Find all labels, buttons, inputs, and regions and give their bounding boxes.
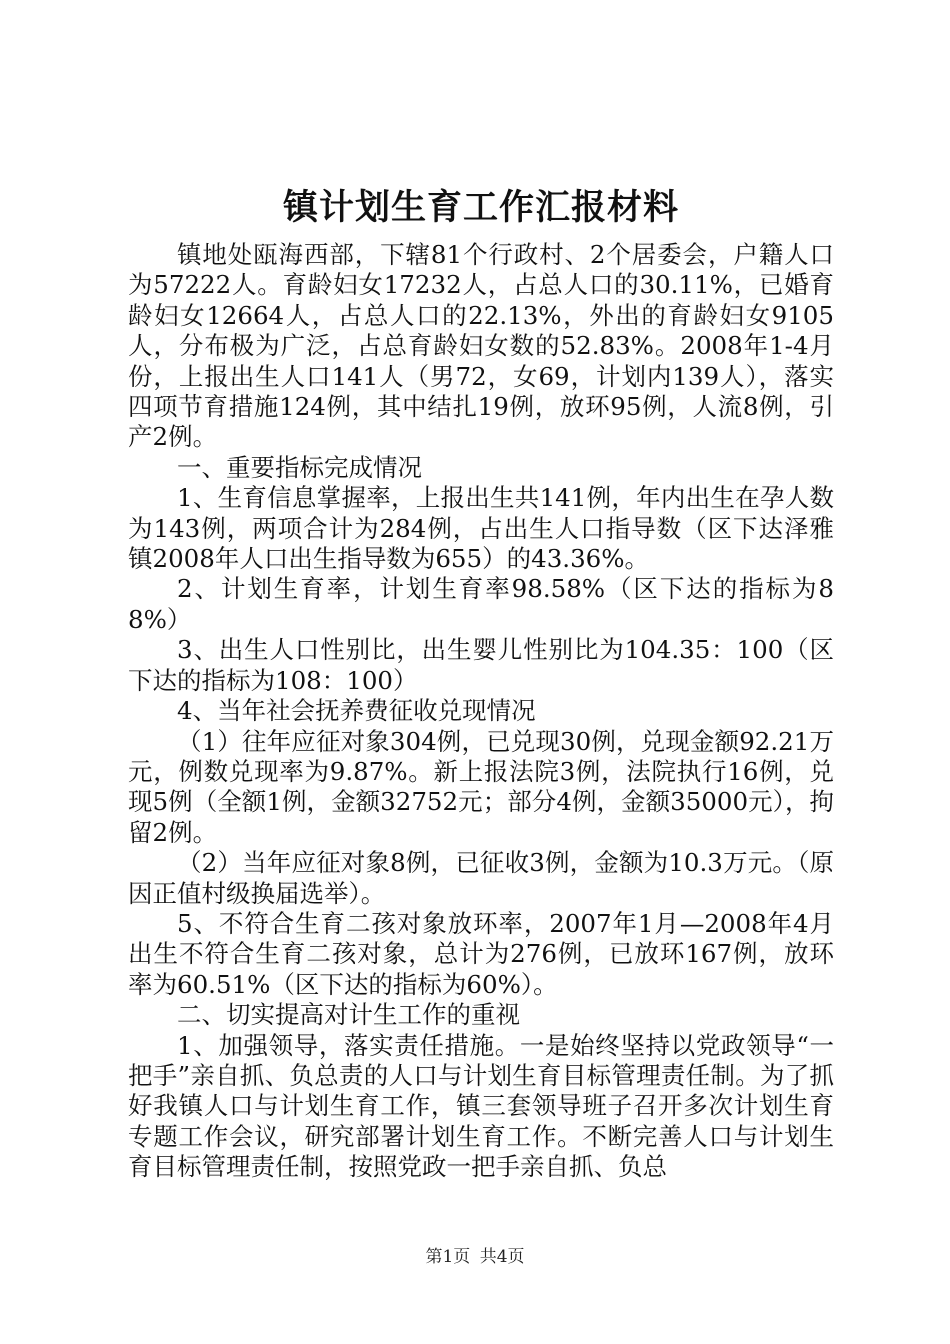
- page-total: 共4页: [479, 1247, 525, 1267]
- page-footer: [0, 1246, 950, 1268]
- paragraph-item-3: 3、出生人口性别比，出生婴儿性别比为104.35：100（区下达的指标为108：100）: [128, 635, 834, 695]
- paragraph-item-1: 1、生育信息掌握率，上报出生共141例，年内出生在孕人数为143例，两项合计为284例，占出生人口指导数（区下达泽雅镇2008年人口出生指导数为655）的43.36%。: [128, 483, 834, 574]
- paragraph-item-4-1: （1）往年应征对象304例，已兑现30例，兑现金额92.21万元，例数兑现率为9.87%。新上报法院3例，法院执行16例，兑现5例（全额1例，金额32752元；部分4例，金额35000元），拘留2例。: [128, 726, 834, 847]
- paragraph-item-4: 4、当年社会抚养费征收兑现情况: [177, 696, 536, 726]
- page-number: 第1页: [425, 1247, 471, 1267]
- paragraph-item-5: 5、不符合生育二孩对象放环率，2007年1月—2008年4月出生不符合生育二孩对象，总计为276例，已放环167例，放环率为60.51%（区下达的指标为60%）。: [128, 908, 834, 999]
- document-page: [128, 180, 834, 1183]
- document-title: 镇计划生育工作汇报材料: [282, 187, 679, 228]
- paragraph-section-2-item-1: 1、加强领导，落实责任措施。一是始终坚持以党政领导“一把手”亲自抓、负总责的人口与计划生育目标管理责任制。为了抓好我镇人口与计划生育工作，镇三套领导班子召开多次计划生育专题工作会议，研究部署计划生育工作。不断完善人口与计划生育目标管理责任制，按照党政一把手亲自抓、负总: [128, 1030, 834, 1182]
- paragraph-item-4-2: （2）当年应征对象8例，已征收3例，金额为10.3万元。（原因正值村级换届选举）。: [128, 848, 834, 908]
- section-heading-2: 二、切实提高对计生工作的重视: [177, 1000, 520, 1030]
- section-heading-1: 一、重要指标完成情况: [177, 452, 422, 482]
- paragraph-item-2: 2、计划生育率，计划生育率98.58%（区下达的指标为88%）: [128, 574, 834, 634]
- paragraph-intro: 镇地处瓯海西部，下辖81个行政村、2个居委会，户籍人口为57222人。育龄妇女17232人，占总人口的30.11%，已婚育龄妇女12664人，占总人口的22.13%，外出的育龄妇女9105人，分布极为广泛，占总育龄妇女数的52.83%。2008年1-4月份，上报出生人口141人（男72，女69，计划内139人），落实四项节育措施124例，其中结扎19例，放环95例，人流8例，引产2例。: [128, 240, 834, 452]
